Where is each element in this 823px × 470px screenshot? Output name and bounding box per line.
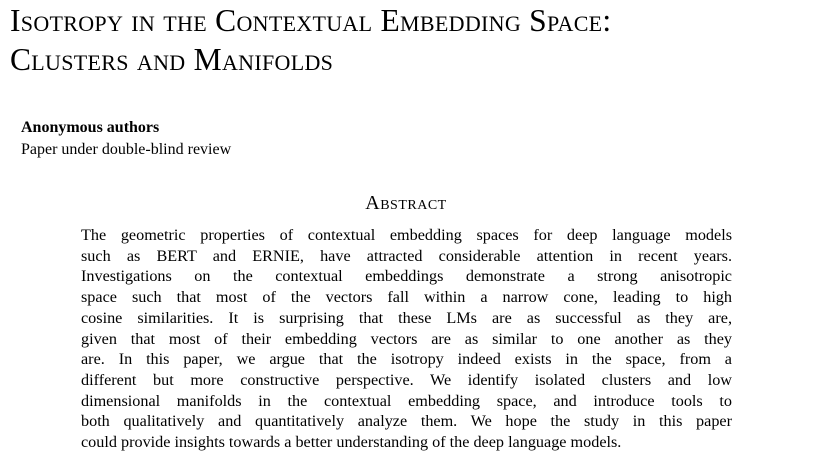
abstract-line: The geometric properties of contextual embedding spaces for deep language models <box>81 226 732 244</box>
abstract-line: both qualitatively and quantitatively analyze them. We hope the study in this paper <box>81 412 732 431</box>
author-name: Anonymous authors <box>21 119 160 136</box>
abstract-line: Investigations on the contextual embeddings demonstrate a strong anisotropic <box>81 267 732 286</box>
abstract-line: could provide insights towards a better understanding of the deep language models. <box>81 433 622 452</box>
abstract-line: cosine similarities. It is surprising that these LMs are as successful as they are, <box>81 308 732 327</box>
abstract-line: dimensional manifolds in the contextual embedding space, and introduce tools to <box>81 391 732 410</box>
author-affiliation: Paper under double-blind review <box>21 141 232 158</box>
paper-title-line-1: Isotropy in the Contextual Embedding Space: <box>10 3 612 38</box>
author-block <box>21 117 231 161</box>
abstract-line: space such that most of the vectors fall within a narrow cone, leading to high <box>81 288 732 307</box>
abstract-line: different but more constructive perspective. We identify isolated clusters and low <box>81 370 732 389</box>
abstract-line: such as BERT and ERNIE, have attracted considerable attention in recent years. <box>81 246 732 265</box>
abstract-body <box>81 225 732 453</box>
abstract-line: are. In this paper, we argue that the isotropy indeed exists in the space, from a <box>81 350 732 369</box>
paper-title <box>10 2 820 79</box>
abstract-line: given that most of their embedding vectors are as similar to one another as they <box>81 329 732 348</box>
abstract-heading: Abstract <box>365 192 447 214</box>
paper-title-line-2: Clusters and Manifolds <box>10 41 334 77</box>
